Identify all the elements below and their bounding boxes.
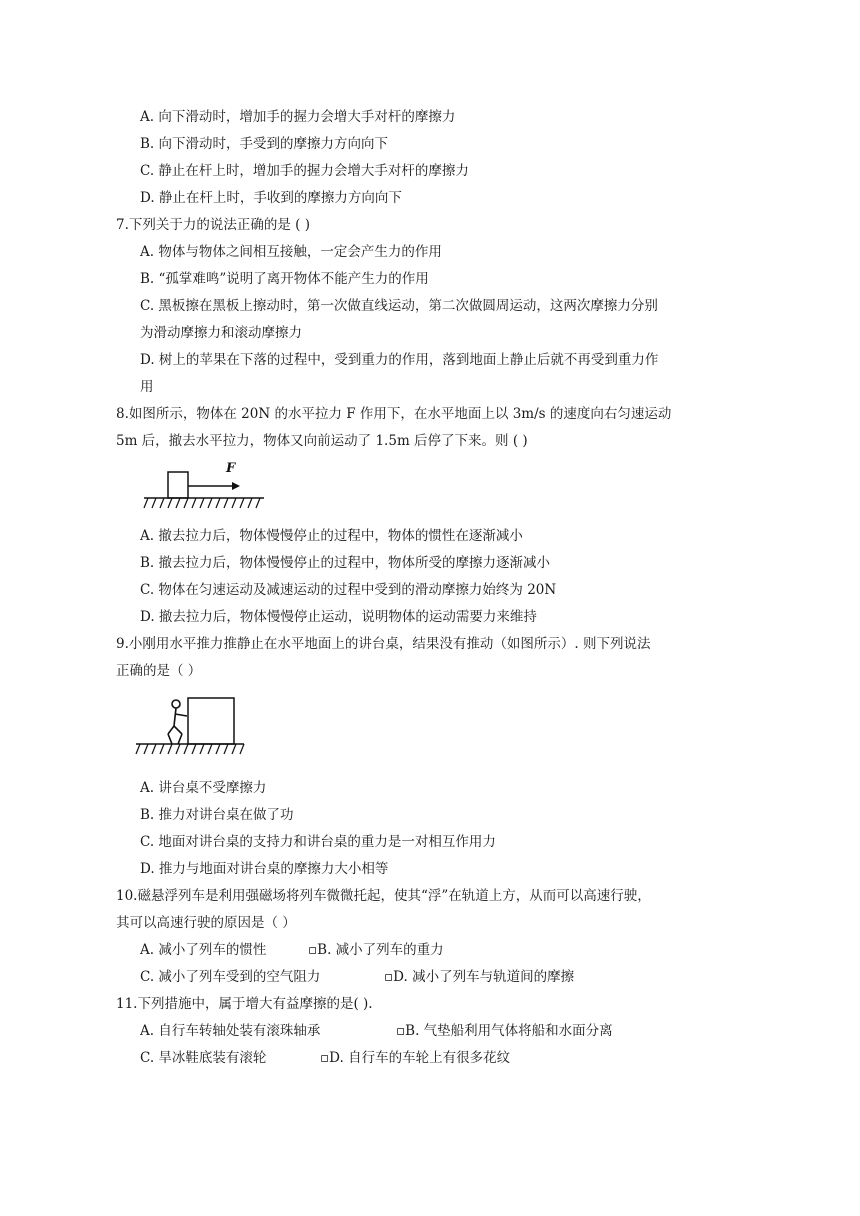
q9-person xyxy=(168,700,187,744)
q9-option-c: C. 地面对讲台桌的支持力和讲台桌的重力是一对相互作用力 xyxy=(140,834,496,850)
q8-option-a: A. 撤去拉力后，物体慢慢停止的过程中，物体的惯性在逐渐减小 xyxy=(140,528,523,544)
q9-option-d: D. 推力与地面对讲台桌的摩擦力大小相等 xyxy=(140,861,389,877)
q9-ground-hatch xyxy=(136,744,244,754)
q6-option-b: B. 向下滑动时，手受到的摩擦力方向向下 xyxy=(140,136,389,152)
q9-option-b: B. 推力对讲台桌在做了功 xyxy=(140,807,294,823)
q9-stem-line2: 正确的是（ ） xyxy=(116,663,202,679)
q9-desk xyxy=(188,698,234,744)
q9-figure xyxy=(132,694,252,760)
q7-stem: 7.下列关于力的说法正确的是 ( ) xyxy=(116,217,310,233)
q8-figure xyxy=(140,458,270,514)
q7-option-c: C. 黑板擦在黑板上擦动时，第一次做直线运动，第二次做圆周运动，这两次摩擦力分别 xyxy=(140,298,658,314)
q7-option-c-cont: 为滑动摩擦力和滚动摩擦力 xyxy=(140,325,302,341)
q8-ground-hatch xyxy=(144,498,260,508)
q10-option-a: A. 减小了列车的惯性 xyxy=(140,942,267,958)
q8-stem-line1: 8.如图所示，物体在 20N 的水平拉力 F 作用下，在水平地面上以 3m/s 的速度向右匀速运动 xyxy=(116,406,672,422)
q7-option-d: D. 树上的苹果在下落的过程中，受到重力的作用，落到地面上静止后就不再受到重力作 xyxy=(140,352,659,368)
q8-stem-line2: 5m 后，撤去水平拉力，物体又向前运动了 1.5m 后停了下来。则 ( ) xyxy=(116,433,528,449)
q9-option-a: A. 讲台桌不受摩擦力 xyxy=(140,780,267,796)
q8-option-c: C. 物体在匀速运动及减速运动的过程中受到的滑动摩擦力始终为 20N xyxy=(140,582,557,598)
q10-stem-line1: 10.磁悬浮列车是利用强磁场将列车微微托起，使其“浮”在轨道上方，从而可以高速行驶， xyxy=(116,888,651,904)
q8-arrowhead xyxy=(232,482,240,490)
q10-option-c: C. 减小了列车受到的空气阻力 xyxy=(140,969,321,985)
q7-option-d-cont: 用 xyxy=(140,379,154,395)
q11-stem: 11.下列措施中，属于增大有益摩擦的是( ). xyxy=(116,996,373,1012)
q11-option-b: ▫B. 气垫船利用气体将船和水面分离 xyxy=(396,1023,613,1039)
q7-option-b: B. “孤掌难鸣”说明了离开物体不能产生力的作用 xyxy=(140,271,429,287)
q11-option-d: ▫D. 自行车的车轮上有很多花纹 xyxy=(320,1050,511,1066)
q8-option-d: D. 撤去拉力后，物体慢慢停止运动，说明物体的运动需要力来维持 xyxy=(140,609,537,625)
q8-block xyxy=(168,472,188,498)
q8-option-b: B. 撤去拉力后，物体慢慢停止的过程中，物体所受的摩擦力逐渐减小 xyxy=(140,555,551,571)
q6-option-a: A. 向下滑动时，增加手的握力会增大手对杆的摩擦力 xyxy=(140,109,456,125)
q6-option-d: D. 静止在杆上时，手收到的摩擦力方向向下 xyxy=(140,190,402,206)
q11-option-c: C. 旱冰鞋底装有滚轮 xyxy=(140,1050,267,1066)
q10-option-b: ▫B. 减小了列车的重力 xyxy=(308,942,444,958)
q6-option-c: C. 静止在杆上时，增加手的握力会增大手对杆的摩擦力 xyxy=(140,163,469,179)
q8-force-label: F xyxy=(226,461,236,476)
q10-option-d: ▫D. 减小了列车与轨道间的摩擦 xyxy=(384,969,575,985)
q10-stem-line2: 其可以高速行驶的原因是（ ） xyxy=(116,915,296,931)
q11-option-a: A. 自行车转轴处装有滚珠轴承 xyxy=(140,1023,321,1039)
q7-option-a: A. 物体与物体之间相互接触，一定会产生力的作用 xyxy=(140,244,442,260)
q9-stem-line1: 9.小刚用水平推力推静止在水平地面上的讲台桌，结果没有推动（如图所示）. 则下列说法 xyxy=(116,636,651,652)
